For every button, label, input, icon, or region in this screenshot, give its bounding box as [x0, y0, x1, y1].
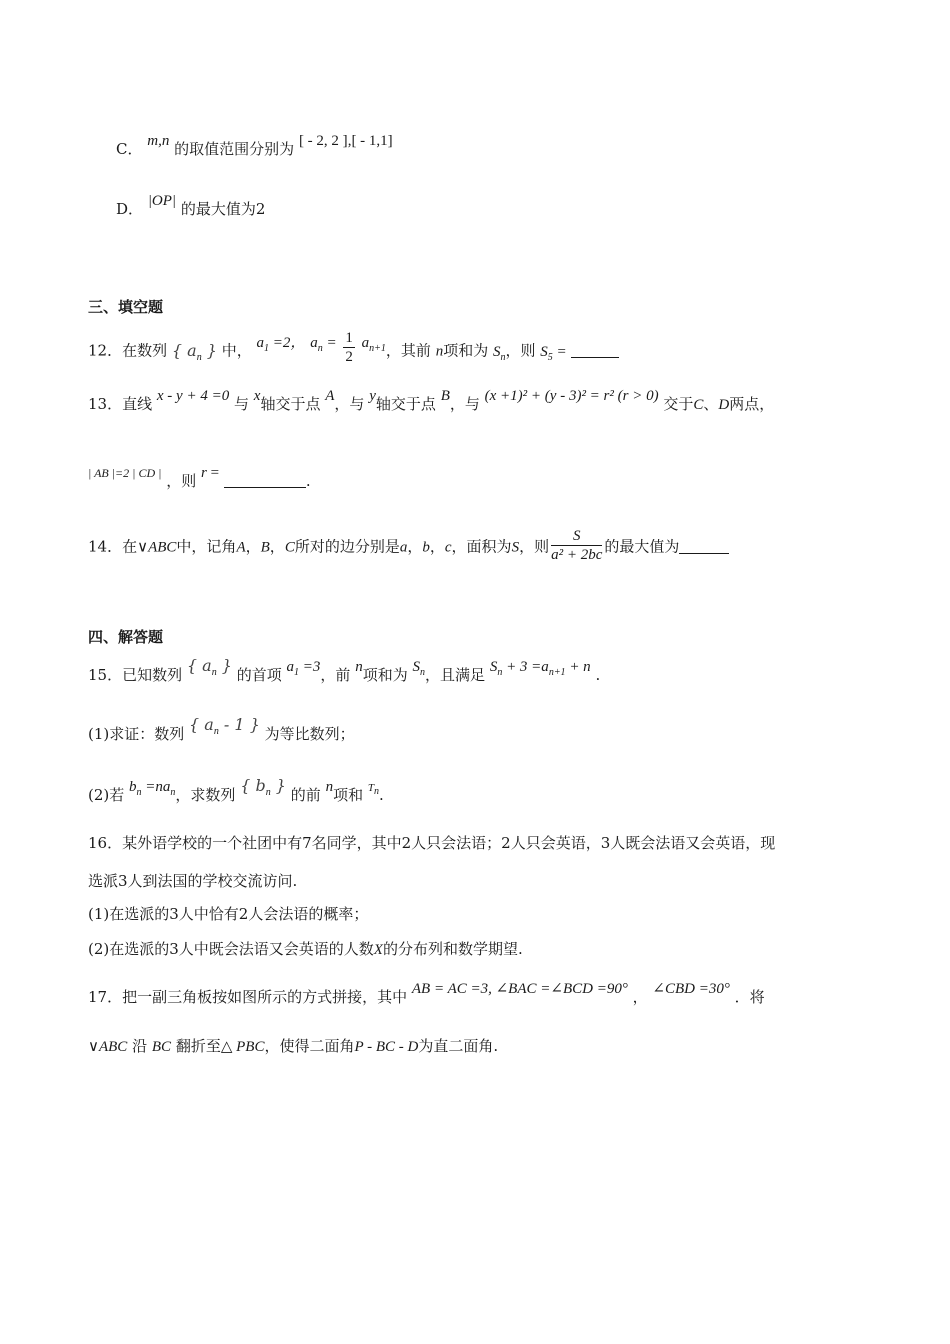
- q13-text-6: ，与: [449, 395, 480, 413]
- question-16: [88, 832, 775, 854]
- q12-a1: $a_1 =2$，: [256, 334, 306, 354]
- q15-text-3: ，前: [320, 666, 351, 684]
- q15-p2-label: (2)若: [88, 786, 125, 804]
- q16-p2-text-a: (2)在选派的3人中既会法语又会英语的人数: [88, 940, 374, 958]
- q14-angle-b: B: [260, 539, 270, 556]
- q14-angle-c: C: [284, 539, 295, 556]
- option-c-range-m: [ - 2, 2 ]: [298, 133, 348, 149]
- q15-text-2: 的首项: [236, 666, 282, 684]
- q16-part-2: [88, 938, 523, 961]
- q15-p2-text-1: ，求数列: [175, 786, 236, 804]
- q15-p1-label: (1)求证：数列: [88, 725, 185, 743]
- q15-a1: $a_1 =3$: [286, 659, 321, 678]
- q14-comma-2: ，: [269, 537, 285, 556]
- option-d: [116, 193, 266, 221]
- q17-text-3: 沿: [132, 1037, 148, 1055]
- q12-number: 12．: [88, 341, 123, 360]
- q12-text-3: ，其前: [385, 341, 431, 360]
- q14-area: S: [511, 539, 520, 556]
- q14-text-1: 在: [122, 537, 138, 556]
- q13-text-2: 与: [233, 395, 249, 413]
- q13-text-5: 轴交于点: [375, 395, 436, 413]
- q16-p2-x: X: [373, 942, 383, 958]
- q14-text-2: 中，记角: [176, 537, 237, 556]
- q17-triangle: ∨ABC: [88, 1039, 128, 1055]
- q13-text-1: 直线: [122, 395, 153, 413]
- q14-side-a: a: [399, 539, 408, 556]
- q17-comma: ，: [632, 988, 648, 1006]
- option-c-label: C．: [116, 140, 143, 158]
- q17-pbc: △ PBC: [220, 1039, 265, 1055]
- question-15-part-2: [88, 776, 384, 813]
- q15-p2-bn: $b_n =na_n$: [129, 779, 176, 798]
- q14-text-5: ，则: [519, 537, 550, 556]
- question-12: [88, 330, 619, 370]
- q12-seq: { $a_n$ }: [171, 340, 217, 363]
- q13-text-8: 、: [703, 395, 719, 413]
- q13-r: r: [200, 465, 207, 481]
- q12-fraction: $\frac{1}{2}$: [345, 330, 353, 365]
- option-c-text: 的取值范围分别为: [174, 140, 295, 158]
- q12-text-2: 中，: [221, 341, 252, 360]
- q17-bc: BC: [151, 1039, 172, 1055]
- q15-text-1: 已知数列: [122, 666, 183, 684]
- option-c-sep: ,: [347, 133, 352, 149]
- q12-an1: $a_{n+1}$: [361, 334, 386, 354]
- q15-p2-end: .: [378, 786, 384, 804]
- q12-answer-blank[interactable]: [571, 341, 619, 358]
- q15-text-5: ，且满足: [425, 666, 486, 684]
- q13-x: x: [253, 388, 261, 404]
- q16-number: 16．: [88, 834, 123, 852]
- q17-dihedral: P - BC - D: [354, 1039, 419, 1055]
- q13-number: 13．: [88, 395, 123, 413]
- q16-line-2: 选派3人到法国的学校交流访问.: [88, 872, 298, 890]
- q13-point-b: B: [440, 388, 450, 404]
- question-13: [88, 388, 775, 416]
- q13-point-c: C: [693, 397, 704, 413]
- q12-n: n: [435, 343, 444, 360]
- option-d-text: 的最大值为2: [180, 200, 266, 218]
- q14-comma-1: ，: [245, 537, 261, 556]
- q17-condition-1: AB = AC =3, ∠BAC =∠BCD =90°: [411, 981, 628, 997]
- option-c-range-n: [ - 1,1]: [351, 133, 393, 149]
- q16-p2-text-b: 的分布列和数学期望.: [382, 940, 523, 958]
- q13-text-3: 轴交于点: [260, 395, 321, 413]
- q13-r-eq: =: [206, 465, 220, 481]
- q14-text-3: 所对的边分别是: [294, 537, 400, 556]
- q14-side-c: c: [444, 539, 452, 556]
- q13-point-a: A: [325, 388, 335, 404]
- option-c: [116, 133, 393, 161]
- q14-number: 14．: [88, 537, 123, 556]
- q13-condition: | AB |=2 | CD |: [88, 466, 162, 480]
- q14-side-b: b: [422, 539, 430, 556]
- q17-text-2: ．将: [734, 988, 765, 1006]
- q14-comma-4: ，: [429, 537, 445, 556]
- q13-text-4: ，与: [334, 395, 365, 413]
- q17-text-1: 把一副三角板按如图所示的方式拼接，其中: [122, 988, 408, 1006]
- q13-answer-blank[interactable]: [224, 471, 306, 488]
- option-d-expr: |OP|: [147, 193, 177, 209]
- q15-p2-seq: { $b_n$ }: [240, 776, 286, 798]
- option-d-label: D．: [116, 200, 144, 218]
- q17-text-5: ，使得二面角: [264, 1037, 355, 1055]
- q17-text-6: 为直二面角.: [418, 1037, 499, 1055]
- q13-end: .: [305, 472, 311, 490]
- q14-fraction: $\frac{S}{\text{a² + 2bc}}$: [551, 528, 603, 563]
- q14-angle-a: A: [236, 539, 246, 556]
- q13-y: y: [369, 388, 376, 404]
- q15-p1-text: 为等比数列；: [264, 725, 355, 743]
- question-13-line-2: [88, 465, 311, 493]
- question-14: [88, 529, 729, 566]
- q17-number: 17．: [88, 988, 123, 1006]
- q12-an: $a_n$ =: [310, 334, 337, 354]
- question-15: [88, 656, 601, 693]
- question-17: [88, 981, 765, 1009]
- q15-end: .: [595, 666, 601, 684]
- q15-number: 15．: [88, 666, 123, 684]
- q13-text-7: 交于: [663, 395, 694, 413]
- q12-text-5: ，则: [505, 341, 536, 360]
- q13-circle-equation: (x +1)² + (y - 3)² = r² (r > 0): [484, 388, 659, 404]
- q17-text-4: 翻折至: [175, 1037, 221, 1055]
- q12-sn: $S_n$: [492, 343, 506, 363]
- question-15-part-1: [88, 715, 355, 752]
- q13-point-d: D: [718, 397, 730, 413]
- question-17-line-2: [88, 1035, 498, 1058]
- q14-triangle: ∨ABC: [137, 539, 177, 556]
- option-c-vars: m,n: [147, 133, 170, 149]
- q12-s5: $S_5$ =: [540, 343, 567, 363]
- q15-p1-seq: { $a_n - 1$ }: [189, 715, 260, 737]
- q15-p2-text-3: 项和: [333, 786, 364, 804]
- q14-comma-3: ，: [407, 537, 423, 556]
- q12-text-1: 在数列: [122, 341, 168, 360]
- q15-p2-tn: Tn: [367, 782, 379, 798]
- q15-text-4: 项和为: [362, 666, 408, 684]
- q15-relation: $S_n + 3 =a_{n+1} + n$: [489, 659, 591, 678]
- q16-line-1: 某外语学校的一个社团中有7名同学，其中2人只会法语；2人只会英语，3人既会法语又会英语，现: [122, 834, 776, 852]
- q15-p2-n: n: [325, 779, 334, 795]
- q12-text-4: 项和为: [443, 341, 489, 360]
- q15-seq: { $a_n$ }: [186, 656, 232, 678]
- q13-text-9: 两点，: [729, 395, 775, 413]
- section-fill-in-title: 三、填空题: [88, 298, 164, 316]
- q14-text-4: ，面积为: [451, 537, 512, 556]
- q15-p2-text-2: 的前: [290, 786, 321, 804]
- q13-text-10: ，则: [166, 472, 197, 490]
- q14-text-6: 的最大值为: [604, 537, 680, 556]
- section-answer-title: 四、解答题: [88, 628, 164, 646]
- q15-sn: $S_n$: [412, 659, 426, 678]
- q15-n: n: [355, 659, 363, 675]
- q17-condition-2: ∠CBD =30°: [652, 981, 730, 997]
- q13-line-equation: x - y + 4 =0: [156, 388, 230, 404]
- q14-answer-blank[interactable]: [679, 537, 729, 554]
- q16-part-1: (1)在选派的3人中恰有2人会法语的概率；: [88, 905, 369, 923]
